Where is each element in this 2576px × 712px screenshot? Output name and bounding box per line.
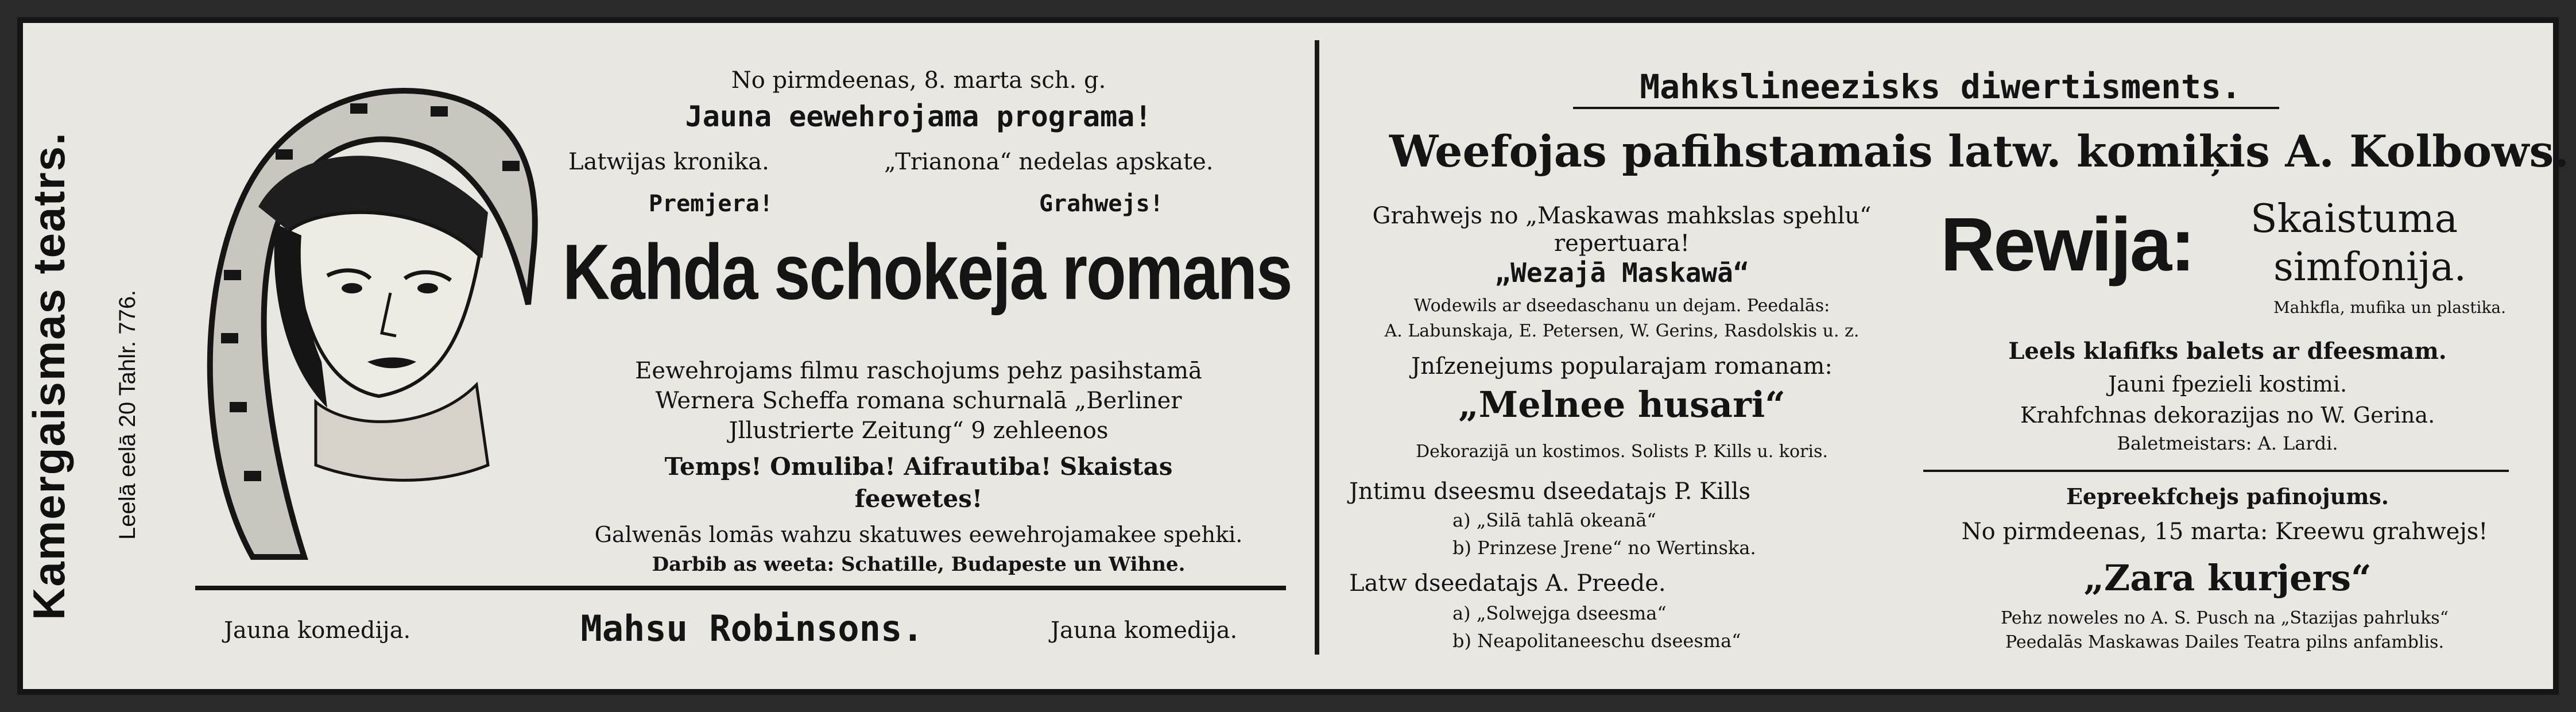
repertoire-line: repertuara! <box>1554 230 1690 257</box>
song-b1: b) Prinzese Jrene“ no Wertinska. <box>1452 537 1756 559</box>
revue-subtitle-1: Skaistuma <box>2250 196 2458 242</box>
preview-title: „Zara kurjers“ <box>2083 557 2372 599</box>
theatre-line: Peedalās Maskawas Dailes Teatra pilns anfamblis. <box>2005 632 2444 652</box>
film-description-1: Eewehrojams filmu raschojums pehz pasihstamā <box>635 358 1202 384</box>
song-a2: a) „Solwejga dseesma“ <box>1452 602 1667 624</box>
music-credit: Mahkfla, mufika un plastika. <box>2273 298 2507 317</box>
decorations-line: Krahfchnas dekorazijas no W. Gerina. <box>2020 403 2435 428</box>
preview-line: No pirmdeenas, 15 marta: Kreewu grahwejs! <box>1961 518 2488 545</box>
film-description-2: Wernera Scheffa romana schurnalā „Berliner <box>655 388 1182 414</box>
novel-line: Pehz noweles no A. S. Pusch na „Stazijas pahrluks“ <box>2001 608 2449 628</box>
praise-line-2: feewetes! <box>854 485 983 513</box>
trianon-label: „Trianona“ nedelas apskate. <box>884 149 1214 175</box>
drama-label: Grahwejs! <box>1039 191 1164 217</box>
revue-subtitle-2: simfonija. <box>2273 245 2467 290</box>
chronicle-label: Latwijas kronika. <box>568 149 769 175</box>
ballet-line: Leels klafifks balets ar dfeesmam. <box>2008 338 2447 365</box>
praise-line-1: Temps! Omuliba! Aifrautiba! Skaistas <box>664 452 1173 481</box>
show1-line-1: Wodewils ar dseedaschanu un dejam. Peedalās: <box>1413 296 1830 316</box>
theater-name: Kamergaismas teatrs. <box>24 131 74 620</box>
show1-title: „Wezajā Maskawā“ <box>1494 257 1749 288</box>
new-comedy-right: Jauna komedija. <box>1051 617 1238 644</box>
staged-line: Jnſzenejums popularajam romanam: <box>1411 353 1833 380</box>
show2-title: „Melnee husari“ <box>1458 384 1785 425</box>
left-horizontal-rule <box>195 586 1286 590</box>
woman-horseshoe-illustration <box>189 63 545 568</box>
header-underline <box>1573 107 2279 109</box>
lead-roles-line: Galwenās lomās wahzu skatuwes eewehrojamakee spehki. <box>594 522 1243 547</box>
drama-from-line: Grahwejs no „Maskawas mahkslas spehlu“ <box>1372 203 1872 229</box>
new-comedy-left: Jauna komedija. <box>224 617 411 644</box>
costumes-line: Jauni fpezieli kostimi. <box>2108 372 2348 397</box>
theater-sidebar <box>23 103 178 655</box>
revue-word: Rewija: <box>1940 202 2194 287</box>
column-divider <box>1315 40 1319 655</box>
from-monday-line: No pirmdeenas, 8. marta sch. g. <box>731 67 1106 94</box>
new-program-line: Jauna eewehrojama programa! <box>685 100 1152 133</box>
star-line: Weefojas pafihstamais latw. komiķis A. Kolbows. <box>1389 126 2569 177</box>
decor-line: Dekorazijā un kostimos. Solists P. Kills u. koris. <box>1416 442 1828 462</box>
comedy-title: Mahsu Robinsons. <box>580 607 924 649</box>
premiere-label: Premjera! <box>649 191 773 217</box>
intimate-songs-line: Jntimu dseesmu dseedatajs P. Kills <box>1349 478 1751 505</box>
show1-line-2: A. Labunskaja, E. Petersen, W. Gerins, Rasdolskis u. z. <box>1384 321 1860 341</box>
latvian-singer-line: Latw dseedatajs A. Preede. <box>1349 570 1666 597</box>
right-header: Mahkslineezisks diwertisments. <box>1640 67 2241 106</box>
song-b2: b) Neapolitaneeschu dseesma“ <box>1452 630 1741 652</box>
song-a1: a) „Silā tahlā okeanā“ <box>1452 509 1656 531</box>
revue-rule <box>1923 470 2509 472</box>
locations-line: Darbib as weeta: Schatille, Budapeste un Wihne. <box>652 553 1186 576</box>
theater-address: Leelā eelā 20 Tahlr. 776. <box>115 289 140 540</box>
film-title: Kahda schokeja romans <box>563 229 1292 316</box>
ballet-master-line: Baletmeistars: A. Lardi. <box>2117 432 2338 454</box>
film-description-3: Jllustrierte Zeitung“ 9 zehleenos <box>729 417 1109 444</box>
preview-header: Eepreekfchejs pafinojums. <box>2066 483 2389 509</box>
